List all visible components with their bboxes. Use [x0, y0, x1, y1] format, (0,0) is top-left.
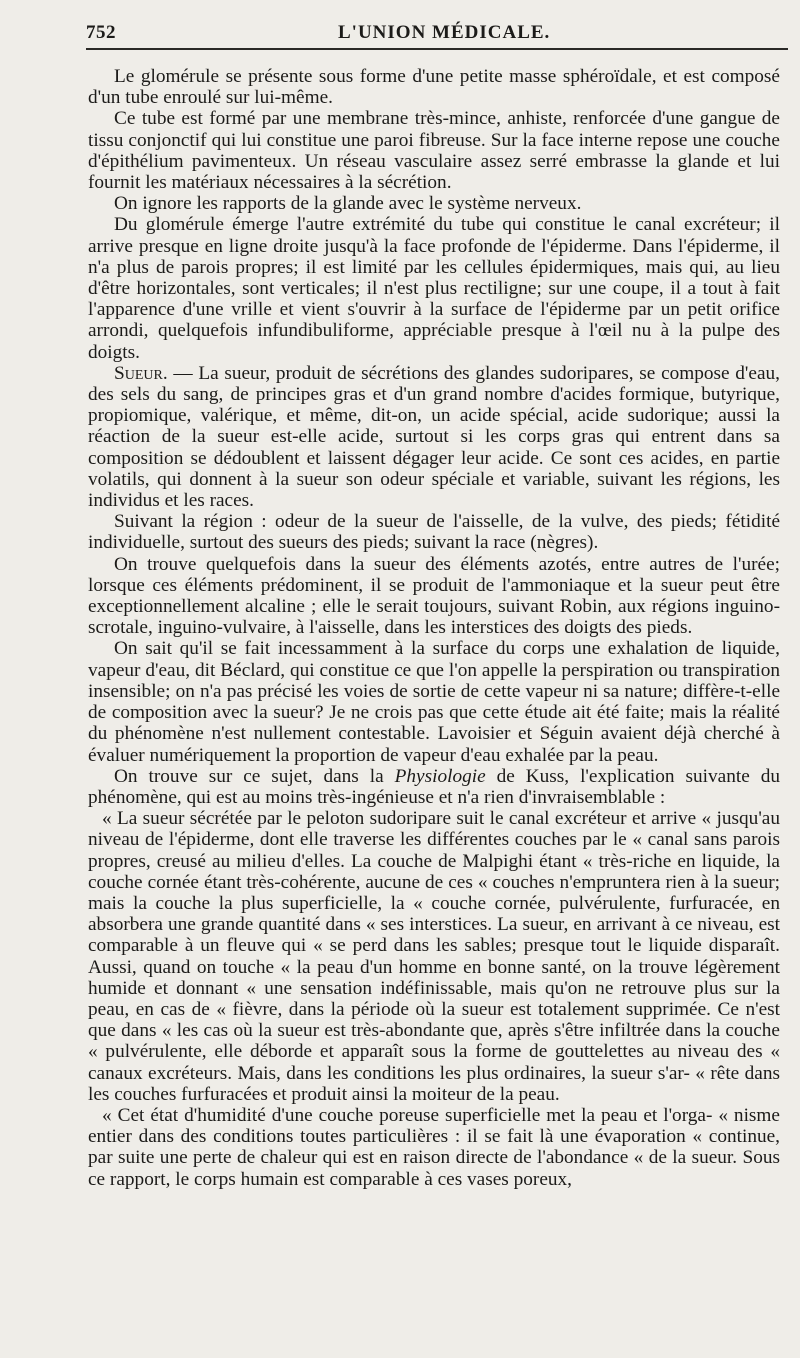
section-term: Sueur. [114, 362, 168, 384]
book-title: Physiologie [394, 765, 486, 787]
page-header [86, 22, 782, 48]
paragraph: Ce tube est formé par une membrane très-mince, anhiste, renforcée d'une gangue de tissu conjonctif qui lui constitue une paroi fibreuse. Sur la face interne repose une couche d'épithélium pavimenteux. Un réseau vasculaire assez serré embrasse la glande et lui fournit les matériaux nécessaires à la sécrétion. [88, 108, 780, 194]
paragraph: Du glomérule émerge l'autre extrémité du tube qui constitue le canal excréteur; il arrive presque en ligne droite jusqu'à la face profonde de l'épiderme. Dans l'épiderme, il n'a plus de parois propres; il est limité par les cellules épidermiques, mais qui, au lieu d'être horizontales, sont verticales; il n'est plus rectiligne; sur une coupe, il a tout à fait l'apparence d'une vrille et vient s'ouvrir à la surface de l'épiderme par un petit orifice arrondi, quelquefois infundibuliforme, appréciable presque à l'œil nu à la pulpe des doigts. [88, 214, 780, 363]
quotation: « Cet état d'humidité d'une couche poreuse superficielle met la peau et l'orga- « nisme entier dans des conditions toutes particulières : il se fait là une évaporation « continue, par suite une perte de chaleur qui est en raison directe de l'abondance « de la sueur. Sous ce rapport, le corps humain est comparable à ces vases poreux, [88, 1104, 780, 1190]
paragraph: On ignore les rapports de la glande avec le système nerveux. [114, 193, 582, 215]
paragraph: On sait qu'il se fait incessamment à la surface du corps une exhalation de liquide, vapeur d'eau, dit Béclard, qui constitue ce que l'on appelle la perspiration ou transpiration insensible; on n'a pas précisé les voies de sortie de cette vapeur ni sa nature; diffère-t-elle de composition avec la sueur? Je ne crois pas que cette étude ait été faite; mais la réalité du phénomène n'est nullement contestable. Lavoisier et Séguin avaient déjà cherché à évaluer numériquement la proportion de vapeur d'eau exhalée par la peau. [88, 638, 780, 766]
section-text: — La sueur, produit de sécrétions des glandes sudoripares, se compose d'eau, des sels du sang, de principes gras et d'un grand nombre d'acides formique, butyrique, propiomique, valérique, et même, dit-on, un acide spécial, acide sudorique; aussi la réaction de la sueur est-elle acide, surtout si les corps gras qui entrent dans sa composition se dédoublent et laissent dégager leur acide. Ce sont ces acides, en partie volatils, qui donnent à la sueur son odeur spéciale et variable, suivant les régions, les individus et les races. [88, 362, 780, 512]
paragraph: On trouve quelquefois dans la sueur des éléments azotés, entre autres de l'urée; lorsque ces éléments prédominent, il se produit de l'ammoniaque et la sueur peut être exceptionnellement alcaline ; elle le serait toujours, suivant Robin, aux régions inguino-scrotale, inguino-vulvaire, à l'aisselle, dans les interstices des doigts des pieds. [88, 553, 780, 639]
paragraph: Le glomérule se présente sous forme d'une petite masse sphéroïdale, et est composé d'un tube enroulé sur lui-même. [88, 66, 780, 109]
kuss-before: On trouve sur ce sujet, dans la [114, 765, 395, 787]
paragraph: Suivant la région : odeur de la sueur de l'aisselle, de la vulve, des pieds; fétidité individuelle, surtout des sueurs des pieds; suivant la race (nègres). [88, 511, 780, 554]
body-text [88, 66, 780, 1190]
paragraph-kuss [88, 766, 780, 808]
running-head: L'UNION MÉDICALE. [338, 22, 551, 43]
page-number: 752 [86, 22, 116, 43]
quotation: « La sueur sécrétée par le peloton sudoripare suit le canal excréteur et arrive « jusqu'au niveau de l'épiderme, dont elle traverse les différentes couches par le « canal sans parois propres, creusé au milieu d'elles. La couche de Malpighi étant « très-riche en liquide, la couche cornée étant très-cohérente, aucune de ces « couches n'empruntera rien à la sueur; mais la couche la plus superficielle, la « couche cornée, pulvérulente, furfuracée, en absorbera une grande quantité dans « ses interstices. La sueur, en arrivant à ce niveau, est comparable à un fleuve qui « se perd dans les sables; presque tout le liquide disparaît. Aussi, quand on touche « la peau d'un homme en bonne santé, on la trouve légèrement humide et donnant « une sensation indéfinissable, mais qu'on ne retrouve plus sur la peau, en cas de « fièvre, dans la période où la sueur est totalement supprimée. Ce n'est que dans « les cas où la sueur est très-abondante que, après s'être infiltrée dans la couche « pulvérulente, elle déborde et apparaît sous la forme de gouttelettes au niveau des « canaux excréteurs. Mais, dans les conditions les plus ordinaires, la sueur s'ar- « rête dans les couches furfuracées et produit ainsi la moiteur de la peau. [88, 808, 780, 1105]
kuss-after: de Kuss, l'explication suivante du phénomène, qui est au moins très-ingénieuse et n'a rien d'invraisemblable : [88, 765, 780, 808]
paragraph-sueur [88, 363, 780, 511]
header-rule [86, 48, 788, 50]
